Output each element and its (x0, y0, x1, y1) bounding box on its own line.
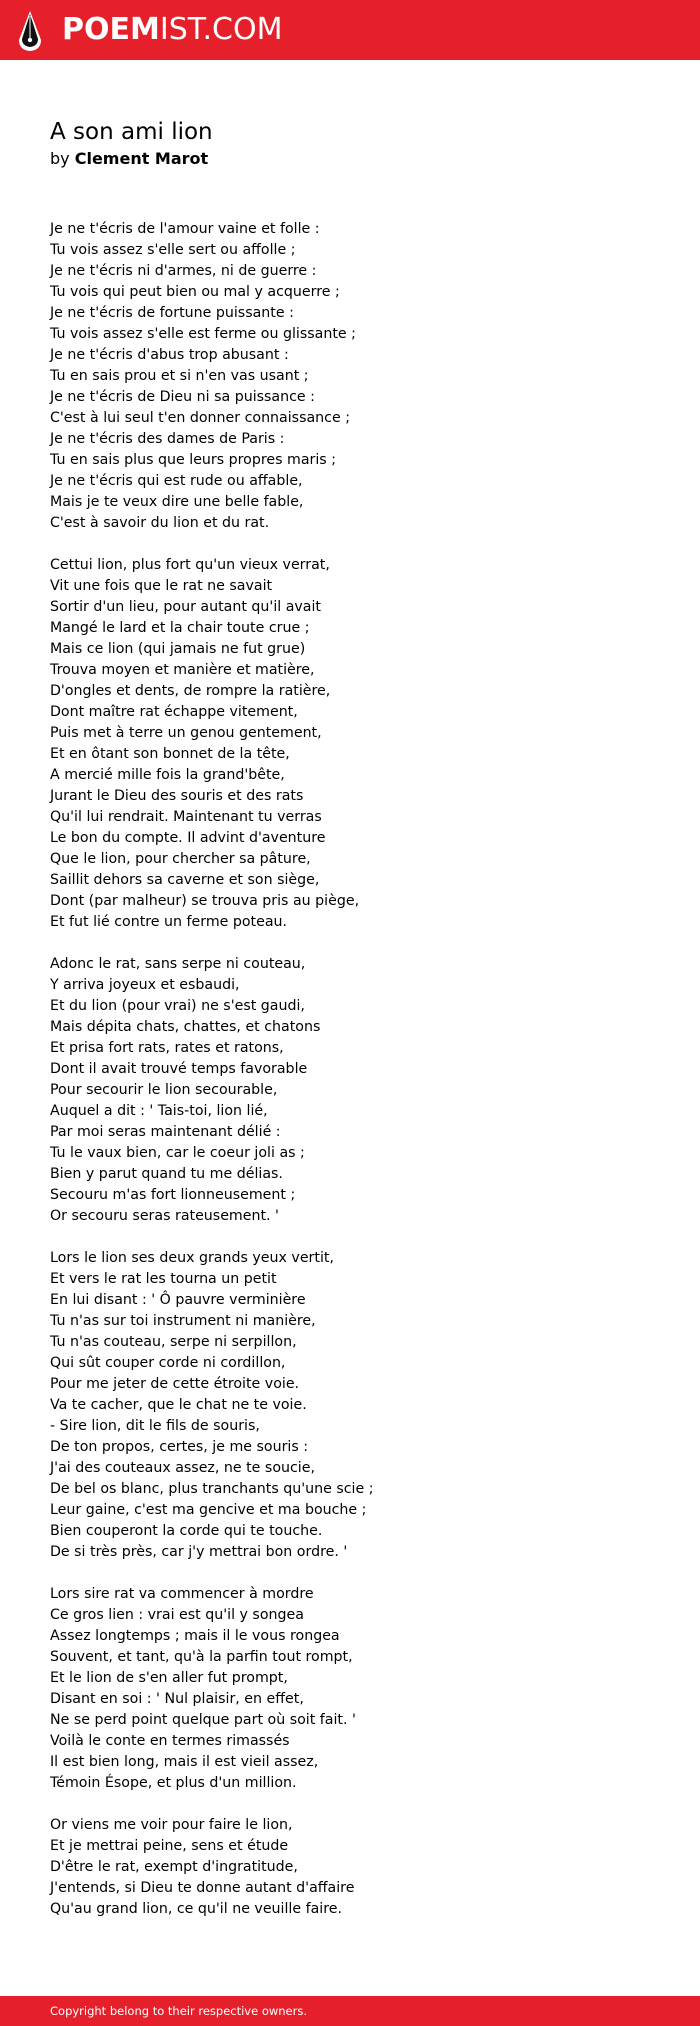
poem-line: - Sire lion, dit le fils de souris, (50, 1418, 260, 1434)
poem-line: Qui sût couper corde ni cordillon, (50, 1355, 286, 1371)
poem-body (50, 219, 670, 1941)
brand-bold-text: POEM (62, 12, 160, 47)
pen-nib-icon[interactable] (17, 10, 43, 52)
poem-line: Tu en sais prou et si n'en vas usant ; (50, 368, 309, 384)
poem-line: Pour secourir le lion secourable, (50, 1082, 278, 1098)
site-header (0, 0, 700, 60)
poem-stanza (50, 954, 670, 1227)
poem-line: Dont il avait trouvé temps favorable (50, 1061, 308, 1077)
poem-line: Que le lion, pour chercher sa pâture, (50, 851, 311, 867)
poem-line: J'entends, si Dieu te donne autant d'affaire (50, 1880, 355, 1896)
copyright-text: Copyright belong to their respective owners. (50, 2004, 308, 2018)
poem-line: Auquel a dit : ' Tais-toi, lion lié, (50, 1103, 268, 1119)
poem-line: De bel os blanc, plus tranchants qu'une scie ; (50, 1481, 374, 1497)
poem-line: Tu n'as couteau, serpe ni serpillon, (50, 1334, 297, 1350)
poem-line: Vit une fois que le rat ne savait (50, 578, 273, 594)
poem-line: Et vers le rat les tourna un petit (50, 1271, 277, 1287)
poem-line: Or viens me voir pour faire le lion, (50, 1817, 293, 1833)
poem-line: Je ne t'écris d'abus trop abusant : (50, 347, 289, 363)
poem-line: Tu n'as sur toi instrument ni manière, (50, 1313, 316, 1329)
poem-stanza (50, 1248, 670, 1563)
poem-line: Mais je te veux dire une belle fable, (50, 494, 304, 510)
poem-line: Cettui lion, plus fort qu'un vieux verrat, (50, 557, 330, 573)
poem-line: Je ne t'écris de Dieu ni sa puissance : (50, 389, 315, 405)
poem-line: J'ai des couteaux assez, ne te soucie, (50, 1460, 315, 1476)
poem-line: Et fut lié contre un ferme poteau. (50, 914, 288, 930)
poem-line: C'est à lui seul t'en donner connaissance ; (50, 410, 350, 426)
poem-line: Qu'il lui rendrait. Maintenant tu verras (50, 809, 322, 825)
poem-line: Tu le vaux bien, car le coeur joli as ; (50, 1145, 305, 1161)
poem-stanza (50, 555, 670, 933)
poem-line: Sortir d'un lieu, pour autant qu'il avait (50, 599, 321, 615)
poem-line: Tu en sais plus que leurs propres maris ; (50, 452, 336, 468)
poem-line: De ton propos, certes, je me souris : (50, 1439, 309, 1455)
poem-line: Jurant le Dieu des souris et des rats (50, 788, 304, 804)
poem-line: Je ne t'écris de fortune puissante : (50, 305, 294, 321)
poem-line: Mangé le lard et la chair toute crue ; (50, 620, 310, 636)
poem-line: D'ongles et dents, de rompre la ratière, (50, 683, 331, 699)
poem-line: Adonc le rat, sans serpe ni couteau, (50, 956, 306, 972)
poem-line: Je ne t'écris ni d'armes, ni de guerre : (50, 263, 317, 279)
poem-line: Ne se perd point quelque part où soit fait. ' (50, 1712, 356, 1728)
poem-line: Le bon du compte. Il advint d'aventure (50, 830, 326, 846)
poem-line: Assez longtemps ; mais il le vous rongea (50, 1628, 340, 1644)
poem-line: Souvent, et tant, qu'à la parfin tout rompt, (50, 1649, 353, 1665)
poem-stanza (50, 1584, 670, 1794)
poem-line: De si très près, car j'y mettrai bon ordre. ' (50, 1544, 348, 1560)
poem-line: Lors sire rat va commencer à mordre (50, 1586, 314, 1602)
poem-line: Il est bien long, mais il est vieil assez, (50, 1754, 319, 1770)
poem-line: Et en ôtant son bonnet de la tête, (50, 746, 290, 762)
poem-line: Puis met à terre un genou gentement, (50, 725, 322, 741)
poem-line: Qu'au grand lion, ce qu'il ne veuille faire. (50, 1901, 343, 1917)
poem-line: Trouva moyen et manière et matière, (50, 662, 315, 678)
poem-line: Disant en soi : ' Nul plaisir, en effet, (50, 1691, 304, 1707)
poem-line: Tu vois qui peut bien ou mal y acquerre ; (50, 284, 340, 300)
poem-line: Voilà le conte en termes rimassés (50, 1733, 290, 1749)
poem-line: Tu vois assez s'elle est ferme ou glissante ; (50, 326, 356, 342)
poem-line: Je ne t'écris des dames de Paris : (50, 431, 285, 447)
poem-line: Témoin Ésope, et plus d'un million. (50, 1775, 297, 1791)
poem-line: Par moi seras maintenant délié : (50, 1124, 281, 1140)
poem-line: Va te cacher, que le chat ne te voie. (50, 1397, 307, 1413)
poem-author: Clement Marot (74, 149, 209, 168)
poem-title: A son ami lion (50, 119, 213, 145)
poem-line: Secouru m'as fort lionneusement ; (50, 1187, 296, 1203)
poem-byline (50, 148, 208, 170)
poem-stanza (50, 219, 670, 534)
poem-line: Or secouru seras rateusement. ' (50, 1208, 279, 1224)
poem-line: Saillit dehors sa caverne et son siège, (50, 872, 320, 888)
poem-line: Tu vois assez s'elle sert ou affolle ; (50, 242, 296, 258)
site-logo[interactable] (62, 13, 282, 47)
poem-line: Dont maître rat échappe vitement, (50, 704, 298, 720)
poem-line: Mais dépita chats, chattes, et chatons (50, 1019, 321, 1035)
poem-stanza (50, 1815, 670, 1920)
poem-line: Bien couperont la corde qui te touche. (50, 1523, 323, 1539)
poem-line: En lui disant : ' Ô pauvre verminière (50, 1292, 306, 1308)
poem-line: Et du lion (pour vrai) ne s'est gaudi, (50, 998, 305, 1014)
poem-line: A mercié mille fois la grand'bête, (50, 767, 285, 783)
poem-line: D'être le rat, exempt d'ingratitude, (50, 1859, 298, 1875)
poem-line: Lors le lion ses deux grands yeux vertit, (50, 1250, 334, 1266)
by-label: by (50, 149, 70, 168)
site-footer (0, 1996, 700, 2026)
poem-line: Pour me jeter de cette étroite voie. (50, 1376, 300, 1392)
poem-line: Et je mettrai peine, sens et étude (50, 1838, 289, 1854)
poem-line: Je ne t'écris qui est rude ou affable, (50, 473, 303, 489)
poem-line: Et prisa fort rats, rates et ratons, (50, 1040, 284, 1056)
poem-line: Je ne t'écris de l'amour vaine et folle : (50, 221, 320, 237)
poem-line: Et le lion de s'en aller fut prompt, (50, 1670, 288, 1686)
poem-line: Leur gaine, c'est ma gencive et ma bouche ; (50, 1502, 367, 1518)
poem-line: Y arriva joyeux et esbaudi, (50, 977, 240, 993)
brand-light-text: IST.COM (159, 12, 283, 47)
poem-line: Ce gros lien : vrai est qu'il y songea (50, 1607, 304, 1623)
poem-line: C'est à savoir du lion et du rat. (50, 515, 270, 531)
poem-line: Mais ce lion (qui jamais ne fut grue) (50, 641, 306, 657)
poem-line: Dont (par malheur) se trouva pris au piège, (50, 893, 360, 909)
poem-line: Bien y parut quand tu me délias. (50, 1166, 283, 1182)
